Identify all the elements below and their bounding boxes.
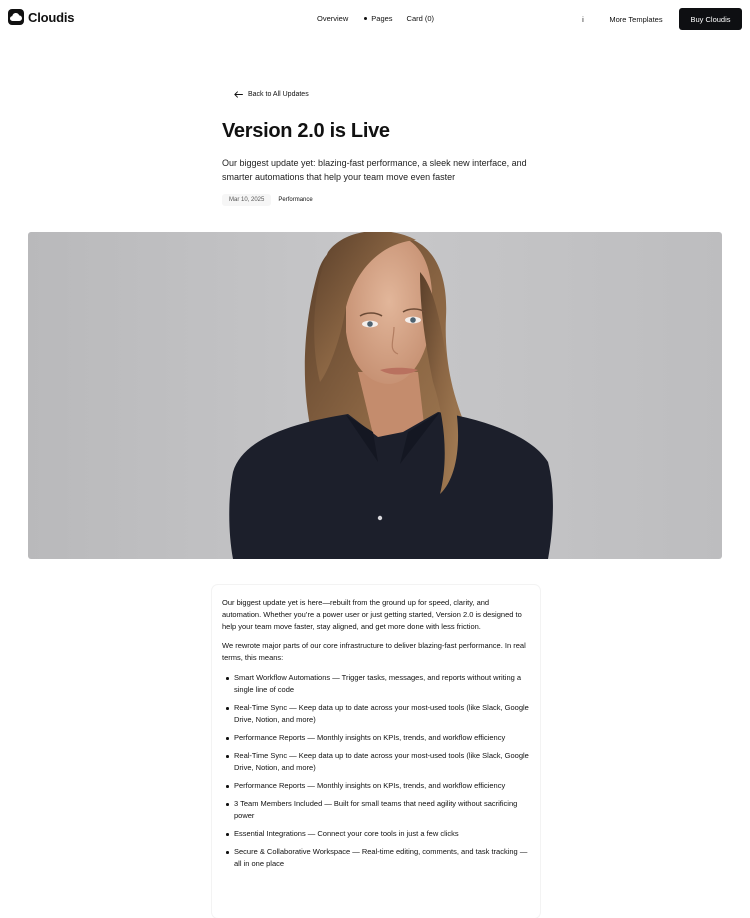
intro-paragraph: Our biggest update yet is here—rebuilt from the ground up for speed, clarity, and automation. Whether you’re a power user or just getting started, Version 2.0 is designed to help your team move faster, stay aligned, and get more done with less friction. xyxy=(222,598,522,631)
list-item: Performance Reports — Monthly insights on KPIs, trends, and workflow efficiency xyxy=(222,780,530,792)
arrow-left-icon xyxy=(234,91,243,98)
date-badge: Mar 10, 2025 xyxy=(222,194,271,206)
info-button[interactable]: i xyxy=(582,14,584,24)
back-link[interactable] xyxy=(234,91,309,98)
list-item: Performance Reports — Monthly insights on KPIs, trends, and workflow efficiency xyxy=(222,732,530,744)
brand-name: Cloudis xyxy=(28,9,75,25)
nav-link-pages-label: Pages xyxy=(371,14,393,23)
list-item: Secure & Collaborative Workspace — Real-time editing, comments, and task tracking — all in one place xyxy=(222,846,530,870)
feature-list xyxy=(222,672,530,870)
nav-links xyxy=(317,14,434,23)
brand-logo[interactable] xyxy=(8,9,74,25)
top-nav xyxy=(0,0,750,38)
page-title: Version 2.0 is Live xyxy=(222,120,390,142)
nav-link-pages[interactable] xyxy=(364,14,392,23)
back-link-label: Back to All Updates xyxy=(248,91,309,98)
list-item: Real-Time Sync — Keep data up to date across your most-used tools (like Slack, Google Drive, Notion, and more) xyxy=(222,750,530,774)
hero-image xyxy=(28,232,722,559)
list-item: Essential Integrations — Connect your core tools in just a few clicks xyxy=(222,828,530,840)
more-templates-button[interactable]: More Templates xyxy=(596,8,676,30)
cloud-icon xyxy=(8,9,24,25)
buy-button[interactable]: Buy Cloudis xyxy=(679,8,742,30)
list-item: Smart Workflow Automations — Trigger tasks, messages, and reports without writing a single line of code xyxy=(222,672,530,696)
bullet-icon xyxy=(364,17,367,20)
lead-paragraph: We rewrote major parts of our core infrastructure to deliver blazing-fast performance. In real terms, this means: xyxy=(222,641,526,662)
list-item: Real-Time Sync — Keep data up to date across your most-used tools (like Slack, Google Drive, Notion, and more) xyxy=(222,702,530,726)
portrait-illustration xyxy=(28,232,722,559)
nav-link-overview[interactable]: Overview xyxy=(317,14,349,23)
nav-link-cart[interactable]: Card (0) xyxy=(406,14,435,23)
category-badge[interactable]: Performance xyxy=(278,197,313,203)
page-subtitle: Our biggest update yet: blazing-fast performance, a sleek new interface, and smarter automations that help your team move even faster xyxy=(222,158,527,182)
list-item: 3 Team Members Included — Built for small teams that need agility without sacrificing power xyxy=(222,798,530,822)
article-body xyxy=(212,585,540,918)
post-meta xyxy=(222,194,317,206)
